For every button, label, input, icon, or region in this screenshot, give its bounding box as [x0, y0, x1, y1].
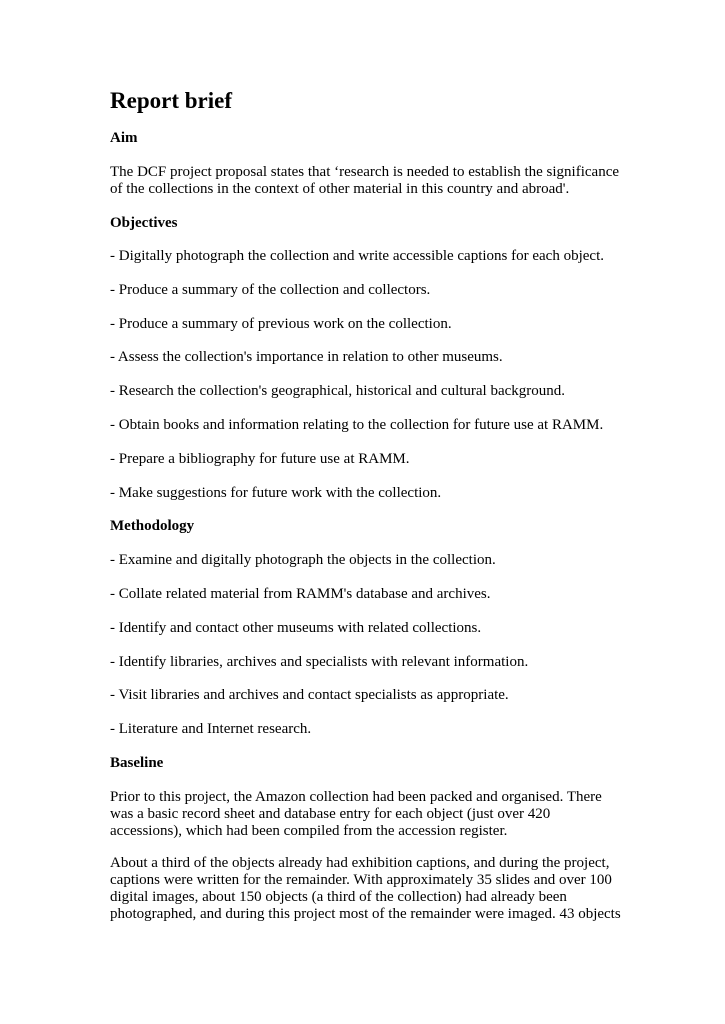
- objective-item: - Research the collection's geographical, historical and cultural background.: [110, 383, 566, 399]
- methodology-heading: Methodology: [110, 518, 195, 534]
- objective-item: - Assess the collection's importance in relation to other museums.: [110, 349, 503, 365]
- methodology-item: - Visit libraries and archives and contact specialists as appropriate.: [110, 687, 509, 703]
- objective-item: - Make suggestions for future work with the collection.: [110, 485, 442, 501]
- methodology-item: - Identify and contact other museums with related collections.: [110, 620, 482, 636]
- aim-paragraph: The DCF project proposal states that ‘research is needed to establish the significance of the collections in the context of other material in this country and abroad'.: [110, 164, 620, 197]
- objective-item: - Produce a summary of the collection and collectors.: [110, 282, 431, 298]
- baseline-heading: Baseline: [110, 755, 164, 771]
- baseline-paragraph: About a third of the objects already had exhibition captions, and during the project, captions were written for the remainder. With approximately 35 slides and over 100 digital images, about 150 objects (a third of the collection) had already been photographed, and during this project most of the remainder were imaged. 43 objects: [110, 855, 621, 922]
- objective-item: - Prepare a bibliography for future use at RAMM.: [110, 451, 410, 467]
- methodology-item: - Examine and digitally photograph the objects in the collection.: [110, 552, 496, 568]
- methodology-item: - Identify libraries, archives and specialists with relevant information.: [110, 654, 529, 670]
- page-title: Report brief: [110, 88, 232, 113]
- baseline-paragraph: Prior to this project, the Amazon collection had been packed and organised. There was a basic record sheet and database entry for each object (just over 420 accessions), which had been compiled from the accession register.: [110, 789, 602, 839]
- methodology-item: - Collate related material from RAMM's database and archives.: [110, 586, 491, 602]
- objective-item: - Obtain books and information relating to the collection for future use at RAMM.: [110, 417, 604, 433]
- aim-heading: Aim: [110, 130, 138, 146]
- methodology-item: - Literature and Internet research.: [110, 721, 312, 737]
- objective-item: - Digitally photograph the collection and write accessible captions for each object.: [110, 248, 604, 264]
- objective-item: - Produce a summary of previous work on the collection.: [110, 316, 452, 332]
- objectives-heading: Objectives: [110, 215, 178, 231]
